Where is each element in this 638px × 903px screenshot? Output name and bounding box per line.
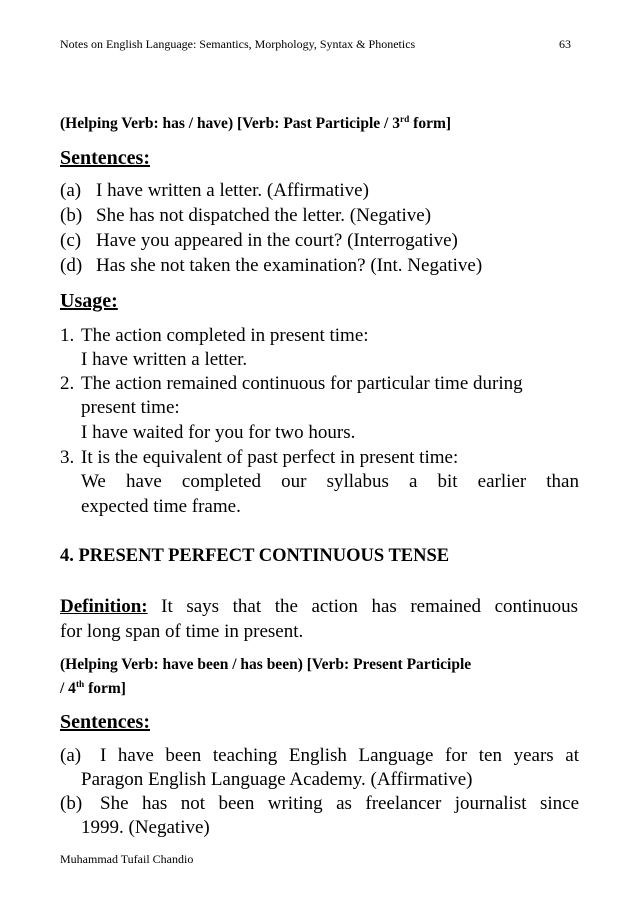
item-text: Has she not taken the examination? (Int. Negative) (96, 255, 483, 276)
helping-verb-formula: (Helping Verb: have been / has been) [Verb: Present Participle (60, 656, 472, 673)
item-text: I have written a letter. (Affirmative) (96, 180, 369, 201)
helping-verb-formula (60, 116, 451, 132)
sentence-list (60, 746, 580, 846)
footer-author: Muhammad Tufail Chandio (60, 852, 194, 866)
item-text-continued: 1999. (Negative) (81, 817, 210, 838)
item-text-continued: Paragon English Language Academy. (Affirmative) (81, 769, 473, 790)
definition-label: Definition: (60, 596, 148, 617)
definition-paragraph (60, 597, 578, 616)
item-text: The action remained continuous for particular time during (81, 373, 523, 394)
item-label: (b) (60, 205, 83, 226)
definition-paragraph-continued: for long span of time in present. (60, 621, 304, 642)
page-number: 63 (559, 37, 571, 51)
item-number: 2. (60, 373, 75, 394)
item-text-continued: present time: (81, 397, 180, 418)
formula-text-end: form] (84, 680, 126, 697)
item-text: Have you appeared in the court? (Interrogative) (96, 230, 458, 251)
item-text: She has not been writing as freelancer journalist since (100, 793, 579, 814)
item-label: (d) (60, 255, 83, 276)
sentence-list (60, 181, 580, 281)
item-label: (c) (60, 230, 82, 251)
helping-verb-formula-continued (60, 681, 126, 697)
item-text: She has not dispatched the letter. (Negative) (96, 205, 432, 226)
sentences-heading: Sentences: (60, 147, 150, 169)
formula-superscript: rd (399, 114, 410, 125)
section-title: 4. PRESENT PERFECT CONTINUOUS TENSE (60, 546, 450, 566)
example-text: We have completed our syllabus a bit earlier than (81, 471, 579, 492)
usage-list (60, 326, 580, 526)
example-text-continued: expected time frame. (81, 496, 241, 517)
item-text: It is the equivalent of past perfect in present time: (81, 447, 459, 468)
item-label: (a) (60, 180, 82, 201)
usage-heading: Usage: (60, 290, 118, 312)
definition-text: It says that the action has remained continuous (147, 596, 578, 617)
formula-text: / 4 (60, 680, 76, 697)
item-text: I have been teaching English Language for ten years at (100, 745, 579, 766)
formula-text: (Helping Verb: has / have) [Verb: Past Participle / 3 (60, 115, 400, 132)
item-text: The action completed in present time: (81, 325, 369, 346)
example-text: I have waited for you for two hours. (81, 422, 356, 443)
running-header: Notes on English Language: Semantics, Morphology, Syntax & Phonetics (60, 37, 416, 51)
item-number: 3. (60, 447, 75, 468)
example-text: I have written a letter. (81, 349, 248, 370)
item-number: 1. (60, 325, 75, 346)
formula-superscript: th (75, 679, 85, 690)
item-label: (a) (60, 745, 82, 766)
formula-text-end: form] (409, 115, 452, 132)
sentences-heading: Sentences: (60, 711, 150, 733)
item-label: (b) (60, 793, 83, 814)
